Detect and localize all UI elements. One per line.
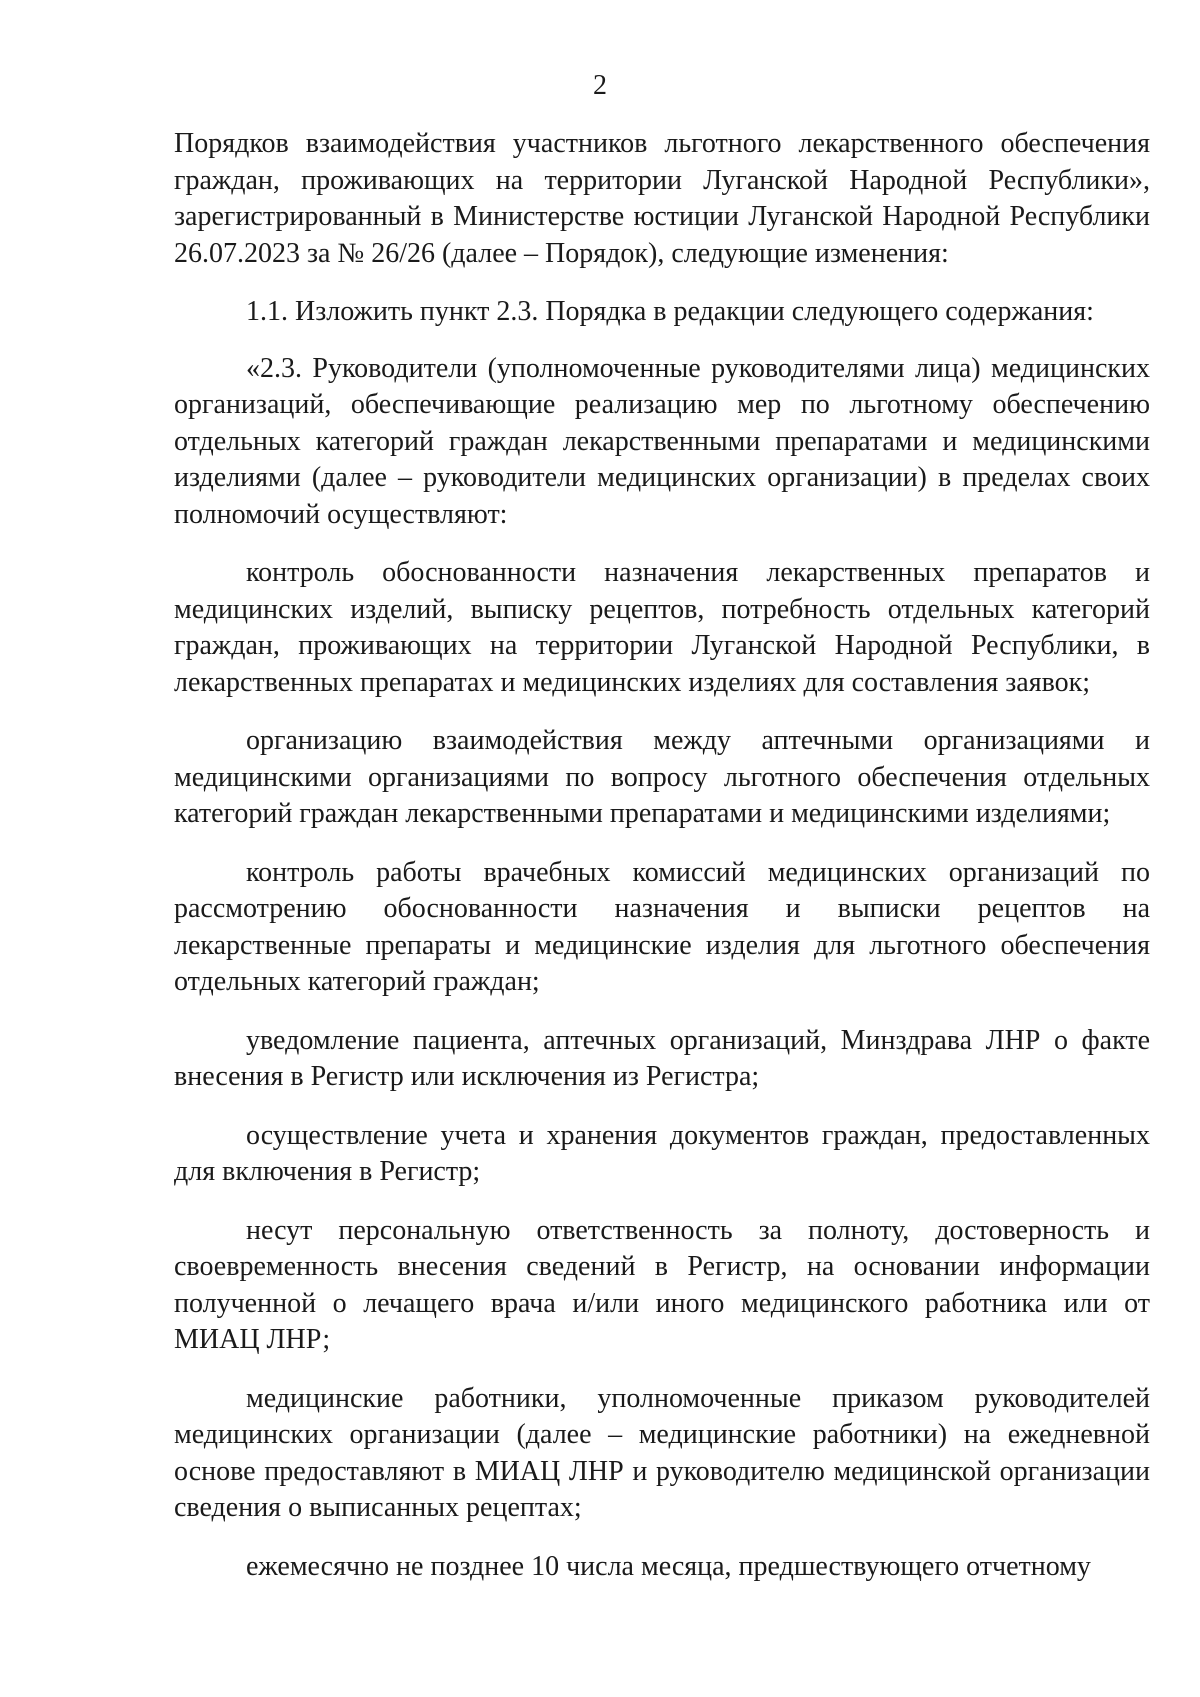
page-number: 2	[593, 70, 607, 101]
document-body	[174, 126, 1150, 1585]
paragraph-item-1-1: 1.1. Изложить пункт 2.3. Порядка в редакции следующего содержания:	[246, 296, 1094, 327]
paragraph-control-justification: контроль обоснованности назначения лекарственных препаратов и медицинских изделий, выписку рецептов, потребность отдельных категорий граждан, проживающих на территории Луганской Народной Республики, в лекарственных препаратах и медицинских изделиях для составления заявок;	[174, 557, 1150, 698]
paragraph-responsibility: несут персональную ответственность за полноту, достоверность и своевременность внесения сведений в Регистр, на основании информации полученной о лечащего врача и/или иного медицинского работника или от МИАЦ ЛНР;	[174, 1214, 1150, 1355]
paragraph-documents: осуществление учета и хранения документов граждан, предоставленных для включения в Регистр;	[174, 1119, 1150, 1187]
paragraph-notification: уведомление пациента, аптечных организаций, Минздрава ЛНР о факте внесения в Регистр или исключения из Регистра;	[174, 1024, 1150, 1092]
paragraph-intro: Порядков взаимодействия участников льготного лекарственного обеспечения граждан, проживающих на территории Луганской Народной Республики», зарегистрированный в Министерстве юстиции Луганской Народной Республики 26.07.2023 за № 26/26 (далее – Порядок), следующие изменения:	[174, 128, 1150, 269]
paragraph-commissions: контроль работы врачебных комиссий медицинских организаций по рассмотрению обоснованности назначения и выписки рецептов на лекарственные препараты и медицинские изделия для льготного обеспечения отдельных категорий граждан;	[174, 856, 1150, 997]
paragraph-interaction: организацию взаимодействия между аптечными организациями и медицинскими организациями по вопросу льготного обеспечения отдельных категорий граждан лекарственными препаратами и медицинскими изделиями;	[174, 725, 1150, 829]
paragraph-monthly: ежемесячно не позднее 10 числа месяца, предшествующего отчетному	[246, 1550, 1091, 1582]
paragraph-item-2-3: «2.3. Руководители (уполномоченные руководителями лица) медицинских организаций, обеспечивающие реализацию мер по льготному обеспечению отдельных категорий граждан лекарственными препаратами и медицинскими изделиями (далее – руководители медицинских организации) в пределах своих полномочий осуществляют:	[174, 352, 1150, 530]
paragraph-medical-workers: медицинские работники, уполномоченные приказом руководителей медицинских организации (далее – медицинские работники) на ежедневной основе предоставляют в МИАЦ ЛНР и руководителю медицинской организации сведения о выписанных рецептах;	[174, 1382, 1150, 1523]
